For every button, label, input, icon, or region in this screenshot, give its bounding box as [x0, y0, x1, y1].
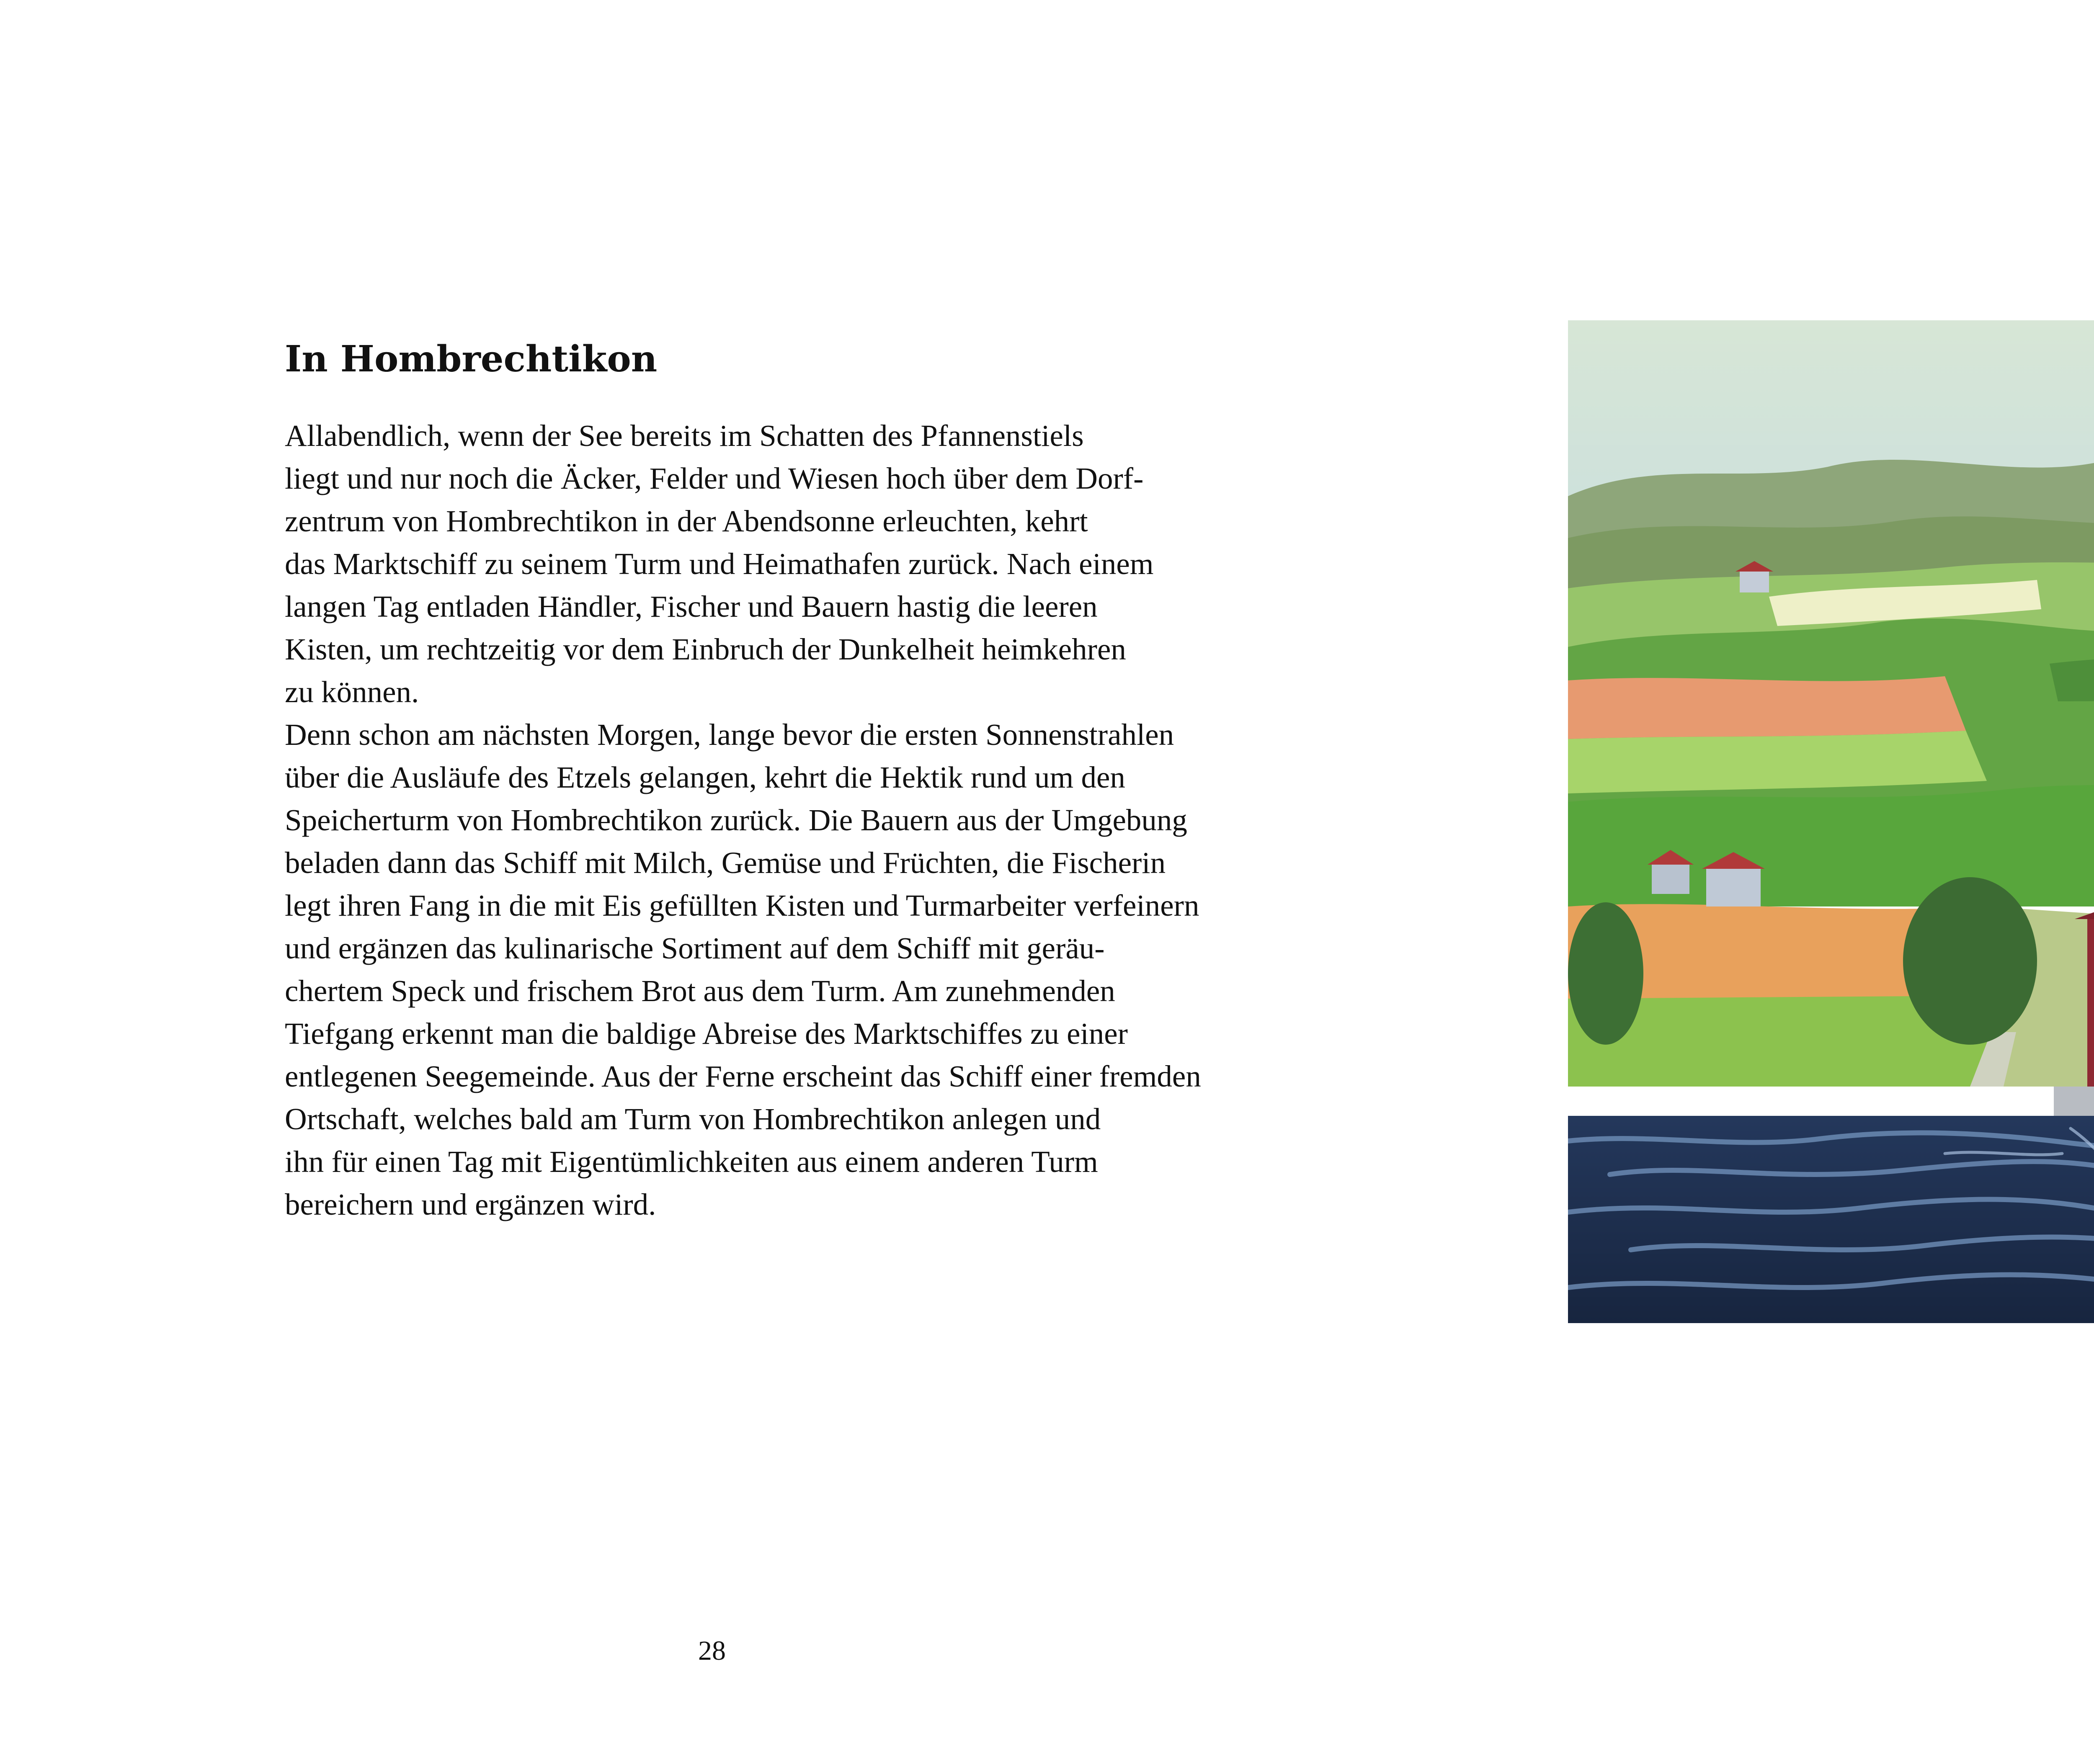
text-line: Tiefgang erkennt man die baldige Abreise des Marktschiffes zu einer: [285, 1017, 1128, 1051]
lake-water: [1568, 1116, 2094, 1323]
chapter-title: In Hombrechtikon: [285, 338, 658, 380]
landscape-painting: [1568, 320, 2094, 1323]
text-line: zentrum von Hombrechtikon in der Abendsonne erleuchten, kehrt: [285, 504, 1088, 538]
text-line: entlegenen Seegemeinde. Aus der Ferne erscheint das Schiff einer fremden: [285, 1059, 1201, 1093]
text-line: Denn schon am nächsten Morgen, lange bevor die ersten Sonnenstrahlen: [285, 718, 1174, 752]
text-line: chertem Speck und frischem Brot aus dem Turm. Am zunehmenden: [285, 974, 1115, 1008]
text-line: bereichern und ergänzen wird.: [285, 1187, 656, 1221]
text-line: Ortschaft, welches bald am Turm von Hombrechtikon anlegen und: [285, 1102, 1101, 1136]
text-line: und ergänzen das kulinarische Sortiment auf dem Schiff mit geräu-: [285, 931, 1105, 965]
text-line: langen Tag entladen Händler, Fischer und Bauern hastig die leeren: [285, 590, 1098, 623]
text-line: liegt und nur noch die Äcker, Felder und Wiesen hoch über dem Dorf-: [285, 461, 1144, 495]
text-line: legt ihren Fang in die mit Eis gefüllten Kisten und Turmarbeiter verfeinern: [285, 888, 1199, 922]
text-line: über die Ausläufe des Etzels gelangen, kehrt die Hektik rund um den: [285, 760, 1125, 794]
green-slope: [1568, 783, 2094, 906]
text-line: Allabendlich, wenn der See bereits im Schatten des Pfannenstiels: [285, 419, 1084, 453]
tree: [1903, 877, 2037, 1045]
text-line: Kisten, um rechtzeitig vor dem Einbruch der Dunkelheit heimkehren: [285, 632, 1126, 666]
field-salmon: [1568, 676, 1966, 739]
text-line: ihn für einen Tag mit Eigentümlichkeiten aus einem anderen Turm: [285, 1145, 1098, 1179]
tree: [1568, 902, 1643, 1045]
text-line: beladen dann das Schiff mit Milch, Gemüse und Früchten, die Fischerin: [285, 846, 1166, 880]
page-number-left: 28: [698, 1635, 726, 1666]
text-line: zu können.: [285, 675, 419, 709]
text-line: das Marktschiff zu seinem Turm und Heimathafen zurück. Nach einem: [285, 547, 1154, 581]
body-text: [285, 415, 1201, 1226]
text-line: Speicherturm von Hombrechtikon zurück. Die Bauern aus der Umgebung: [285, 803, 1187, 837]
